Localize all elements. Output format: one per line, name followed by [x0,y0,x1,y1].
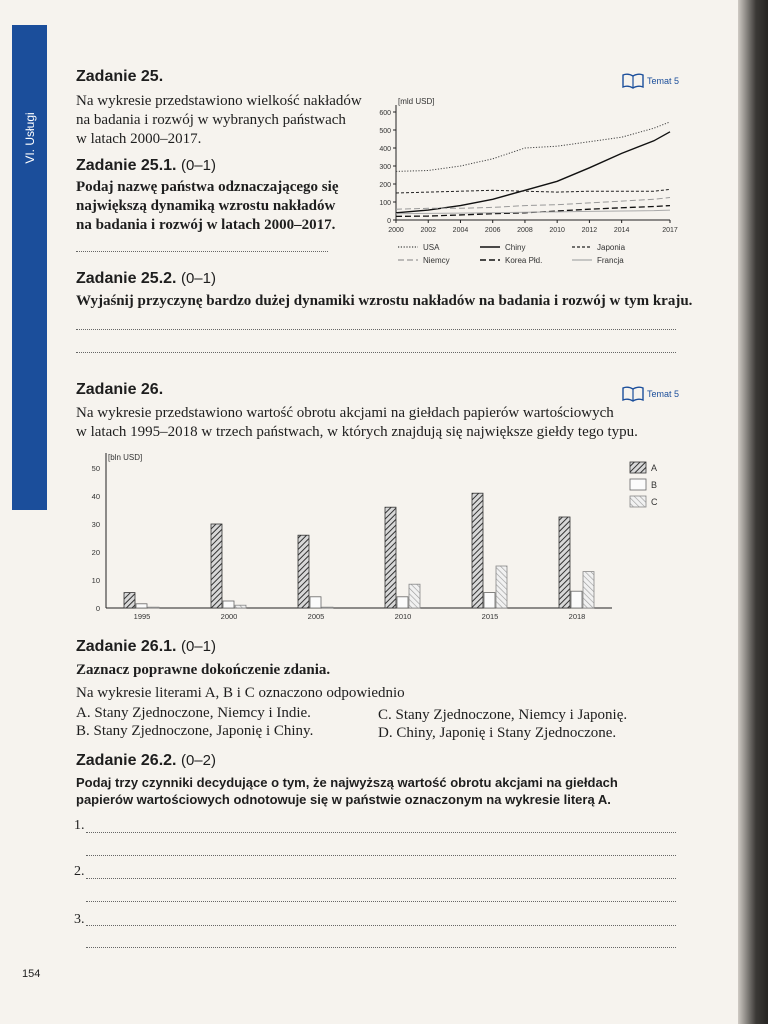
question-line: Podaj nazwę państwa odznaczającego się [76,179,339,195]
chapter-label: VI. Usługi [23,112,37,164]
series-line-niemcy [396,198,670,210]
task-26-1-stem: Na wykresie literami A, B i C oznaczono odpowiednio [76,685,405,701]
line-chart [360,90,690,280]
task-25-2-heading [76,270,216,288]
book-icon [622,73,644,89]
intro-line: w latach 2000–2017. [76,131,202,147]
answer-line-25-1[interactable] [76,250,328,252]
x-tick-label: 2004 [452,227,469,234]
legend-label: USA [423,243,440,252]
intro-line: Na wykresie przedstawiono wielkość nakładów [76,93,362,109]
legend-label: C [651,497,658,507]
x-tick-label: 2012 [581,227,598,234]
bar-b-2015 [484,593,495,608]
option-c[interactable]: C. Stany Zjednoczone, Niemcy i Japonię. [378,707,628,723]
bar-b-2018 [571,591,582,608]
option-b[interactable]: B. Stany Zjednoczone, Japonię i Chiny. [76,723,314,739]
temat-link-26[interactable] [622,386,679,402]
legend-label: A [651,463,658,473]
answer-label-1: 1. [74,818,85,833]
task-26-title: Zadanie 26. [76,381,164,398]
series-line-chiny [396,132,670,213]
task-26-1-heading [76,638,216,656]
x-tick-label: 1995 [133,612,151,621]
task-26-1-instruction: Zaznacz poprawne dokończenie zdania. [76,662,331,678]
bar-c-2015 [496,566,507,608]
bar-c-2005 [322,607,333,608]
answer-label-3: 3. [74,912,85,927]
x-tick-label: 2010 [549,227,565,234]
y-axis-label: [bln USD] [108,453,143,462]
y-tick-label: 20 [91,548,100,557]
question-line: na badania i rozwój w latach 2000–2017. [76,217,336,233]
answer-line-1a[interactable] [86,831,676,833]
task-25-1-title: Zadanie 25.1. [76,157,177,174]
x-tick-label: 2008 [517,227,533,234]
legend-label: B [651,480,658,490]
task-25-2-title: Zadanie 25.2. [76,270,177,287]
y-tick-label: 300 [379,164,391,171]
task-26-2-title: Zadanie 26.2. [76,752,177,769]
legend-swatch [630,462,646,473]
bar-a-2000 [211,524,222,608]
x-tick-label: 2018 [568,612,586,621]
legend-label: Niemcy [423,256,450,265]
task-26-2-question [76,774,618,808]
y-tick-label: 200 [379,182,391,189]
answer-line-3a[interactable] [86,924,676,926]
question-line: największą dynamiką wzrostu nakładów [76,198,336,214]
x-tick-label: 2006 [484,227,501,234]
x-tick-label: 2017 [662,227,678,234]
x-tick-label: 2002 [420,227,437,234]
task-26-intro [76,404,638,442]
intro-line: w latach 1995–2018 w trzech państwach, w których znajdują się największe giełdy tego typu. [76,424,638,440]
task-26-1-title: Zadanie 26.1. [76,638,177,655]
x-tick-label: 2014 [613,227,630,234]
question-line: papierów wartościowych odnotowuje się w państwie oznaczonym na wykresie literą A. [76,792,611,807]
y-tick-label: 30 [91,520,100,529]
bar-c-2018 [583,572,594,608]
option-d[interactable]: D. Chiny, Japonię i Stany Zjednoczone. [378,725,617,741]
bar-chart [82,448,672,628]
bar-a-2010 [385,507,396,608]
task-25-title: Zadanie 25. [76,68,164,85]
bar-a-2018 [559,517,570,608]
y-axis-label: [mld USD] [398,97,435,106]
x-tick-label: 2005 [307,612,325,621]
bar-a-2015 [472,493,483,608]
chapter-sidebar [12,25,47,510]
bar-b-2005 [310,597,321,608]
intro-line: na badania i rozwój w wybranych państwach [76,112,346,128]
bar-b-2010 [397,597,408,608]
y-tick-label: 400 [379,146,391,153]
answer-line-1b[interactable] [86,854,676,856]
legend-label: Korea Płd. [505,256,543,265]
answer-label-2: 2. [74,864,85,879]
series-line-francja [396,210,670,214]
legend-label: Chiny [505,243,526,252]
y-tick-label: 100 [379,200,391,207]
bar-a-1995 [124,593,135,608]
legend-swatch [630,479,646,490]
x-tick-label: 2000 [220,612,238,621]
x-tick-label: 2015 [481,612,499,621]
y-tick-label: 40 [91,492,100,501]
y-tick-label: 500 [379,128,391,135]
bar-b-2000 [223,601,234,608]
answer-line-2b[interactable] [86,900,676,902]
answer-line-25-2-a[interactable] [76,328,676,330]
temat-link-25[interactable] [622,73,679,89]
book-icon [622,386,644,402]
legend-label: Japonia [597,243,626,252]
answer-line-2a[interactable] [86,877,676,879]
question-line: Podaj trzy czynniki decydujące o tym, że najwyższą wartość obrotu akcjami na giełdach [76,775,618,790]
y-tick-label: 50 [91,464,100,473]
bar-c-2010 [409,584,420,608]
task-25-1-question [76,178,338,235]
option-a[interactable]: A. Stany Zjednoczone, Niemcy i Indie. [76,705,311,721]
x-tick-label: 2000 [388,227,404,234]
y-tick-label: 0 [95,604,100,613]
y-tick-label: 10 [91,576,100,585]
temat-label: Temat 5 [647,76,680,86]
task-25-1-points: (0–1) [180,157,216,174]
task-26-2-heading [76,752,216,770]
task-25-1-heading [76,157,216,175]
series-line-japonia [396,189,670,193]
series-line-usa [396,122,670,171]
task-26-2-points: (0–2) [180,752,216,769]
legend-label: Francja [597,256,624,265]
task-25-2-question: Wyjaśnij przyczynę bardzo dużej dynamiki wzrostu nakładów na badania i rozwój w tym kraju. [76,293,693,309]
bar-a-2005 [298,535,309,608]
bar-c-1995 [148,607,159,608]
answer-line-25-2-b[interactable] [76,351,676,353]
answer-line-3b[interactable] [86,946,676,948]
x-tick-label: 2010 [394,612,412,621]
y-tick-label: 0 [387,218,391,225]
bar-b-1995 [136,604,147,608]
task-25-2-points: (0–1) [180,270,216,287]
task-25-intro [76,92,362,149]
page-edge [738,0,768,1024]
legend-swatch [630,496,646,507]
intro-line: Na wykresie przedstawiono wartość obrotu akcjami na giełdach papierów wartościowych [76,405,614,421]
temat-label: Temat 5 [647,389,680,399]
task-26-1-points: (0–1) [180,638,216,655]
page-number: 154 [22,968,41,980]
bar-c-2000 [235,605,246,608]
y-tick-label: 600 [379,110,391,117]
